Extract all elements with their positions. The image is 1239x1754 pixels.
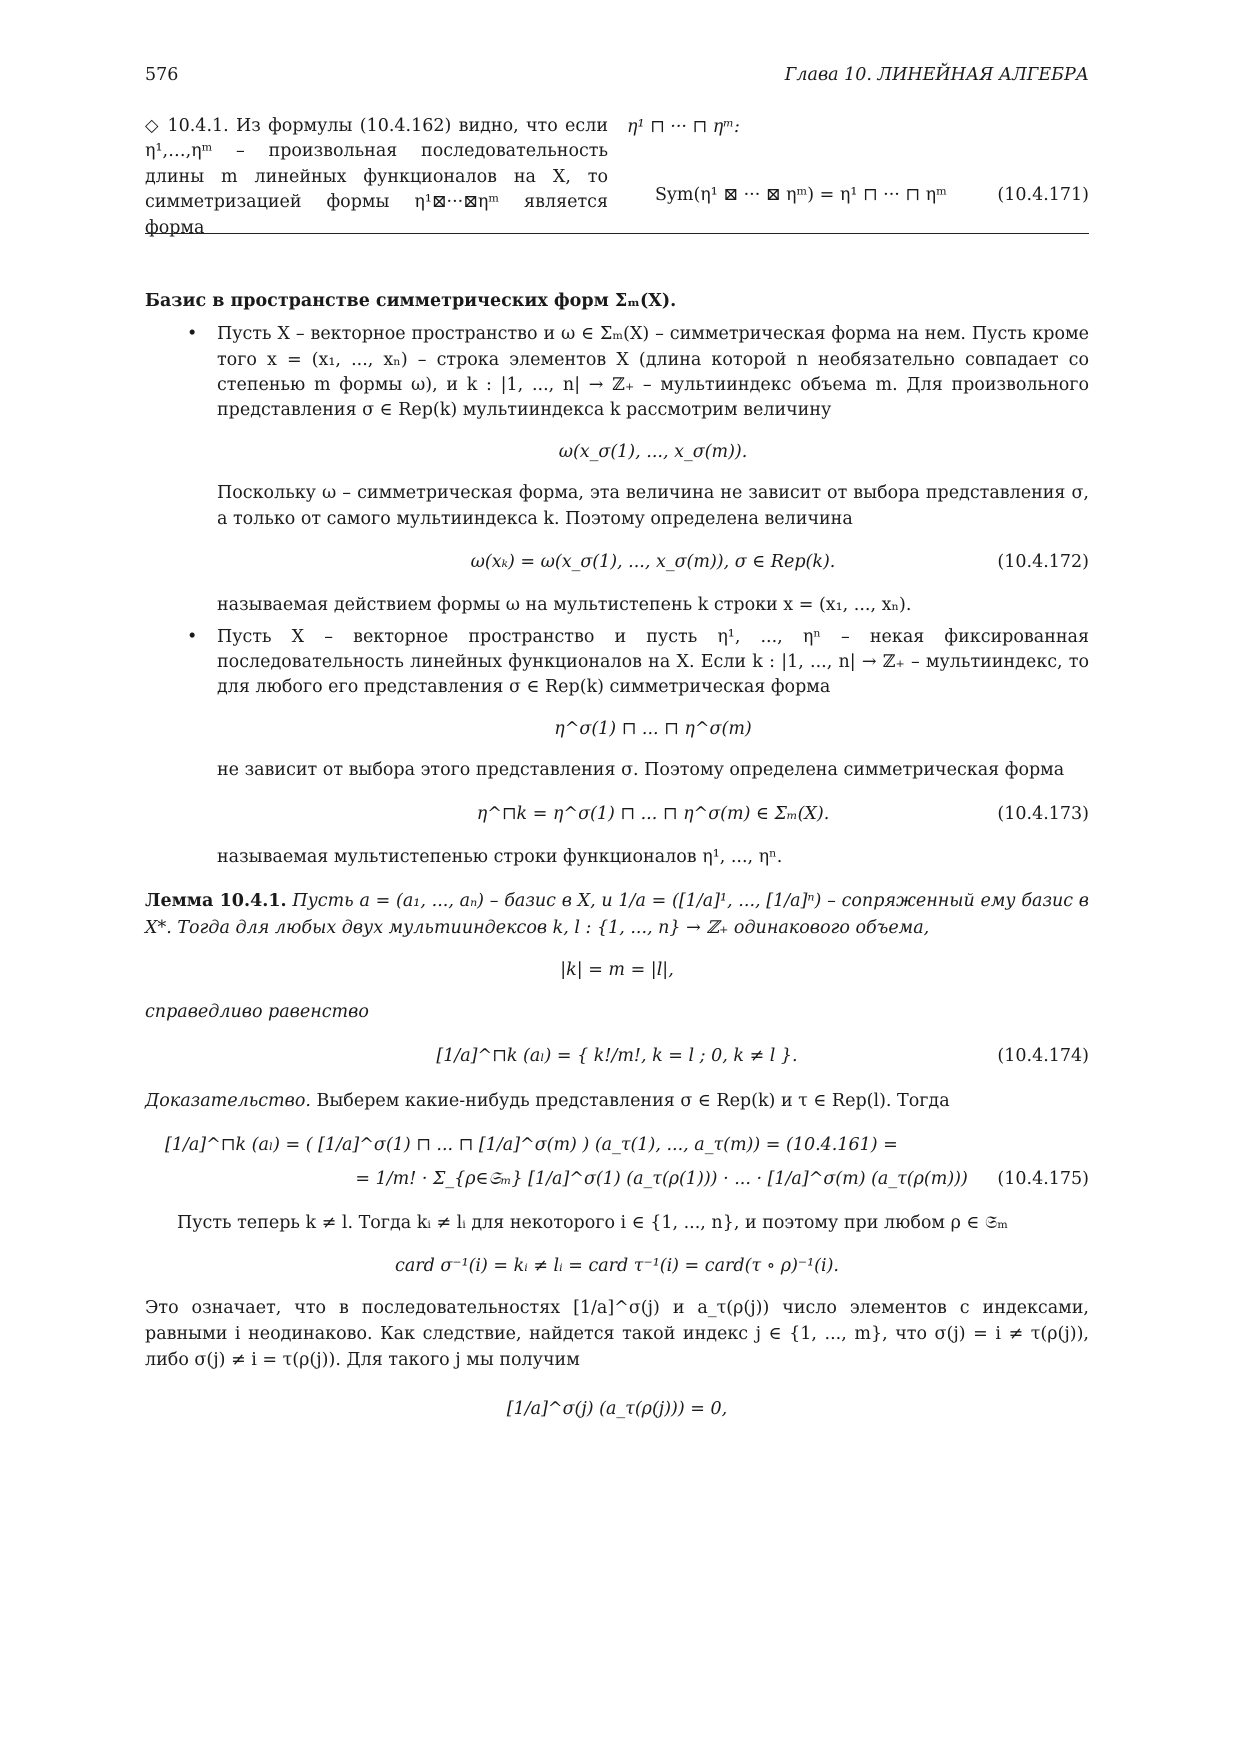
paragraph: не зависит от выбора этого представления σ. Поэтому определена симметрическая форма [217,760,1065,781]
paragraph: Пусть теперь k ≠ l. Тогда kᵢ ≠ lᵢ для некоторого i ∈ {1, ..., n}, и поэтому при любом ρ ∈ 𝔖ₘ [177,1213,1008,1234]
bullet-text: Пусть X – векторное пространство и пусть η¹, ..., ηⁿ – некая фиксированная последовательность линейных функционалов на X. Если k : |1, ..., n| → ℤ₊ – мультииндекс, то для любого его представления σ ∈ Rep(k) симметрическая форма [217,626,1089,698]
equation: [1/a]^⊓k (aₗ) = { k!/m!, k = l ; 0, k ≠ l }. [436,1046,798,1067]
equation-row [217,550,1089,575]
equation-row [217,802,1089,827]
equation: η^⊓k = η^σ(1) ⊓ ... ⊓ η^σ(m) ∈ Σₘ(X). [476,803,830,824]
lemma-label: Лемма 10.4.1. [145,891,287,912]
equation: card σ⁻¹(i) = kᵢ ≠ lᵢ = card τ⁻¹(i) = card(τ ∘ ρ)⁻¹(i). [395,1255,839,1276]
bullet-icon: • [187,626,198,647]
chapter-title: Глава 10. ЛИНЕЙНАЯ АЛГЕБРА [784,65,1089,85]
equation: η^σ(1) ⊓ ... ⊓ η^σ(m) [554,718,752,739]
bullet-continuation [145,717,1089,871]
page-number: 576 [145,65,179,85]
equation-row [145,1043,1089,1069]
lemma [145,888,1089,941]
bullet-item [145,322,1089,424]
proof-label: Доказательство. [145,1090,311,1111]
equation-number: (10.4.174) [997,1046,1089,1067]
equation: [1/a]^σ(j) (a_τ(ρ(j))) = 0, [506,1398,728,1419]
bullet-text: Пусть X – векторное пространство и ω ∈ Σₘ(X) – симметрическая форма на нем. Пусть кроме того x = (x₁, ..., xₙ) – строка элементов X (длина которой n необязательно совпадает со степенью m формы ω), и k : |1, ..., n| → ℤ₊ – мультииндекс объема m. Для произвольного представления σ ∈ Rep(k) мультииндекса k рассмотрим величину [217,324,1089,421]
bullet-item [145,625,1089,701]
equation-number: (10.4.171) [997,185,1089,205]
proof [145,1088,1089,1114]
lemma-text: Пусть a = (a₁, ..., aₙ) – базис в X, и 1/a = ([1/a]¹, ..., [1/a]ⁿ) – сопряженный ему базис в X*. Тогда для любых двух мультииндексов k, l : {1, ..., n} → ℤ₊ одинакового объема, [145,891,1089,938]
paragraph: называемая действием формы ω на мультистепень k строки x = (x₁, ..., xₙ). [217,595,912,616]
equation: [1/a]^⊓k (aₗ) = ( [1/a]^σ(1) ⊓ ... ⊓ [1/a]^σ(m) ) (a_τ(1), ..., a_τ(m)) = (10.4.161) = [165,1134,898,1155]
bullet-icon: • [187,324,198,345]
equation: |k| = m = |l|, [560,959,674,980]
proof-text: Выберем какие-нибудь представления σ ∈ Rep(k) и τ ∈ Rep(l). Тогда [316,1090,950,1111]
bullet-continuation [145,440,1089,619]
divider [145,233,1089,234]
section-title: Базис в пространстве симметрических форм Σₘ(X). [145,291,677,311]
exercise-formula-a: η¹ ⊓ ··· ⊓ ηᵐ: [627,117,740,137]
paragraph: называемая мультистепенью строки функционалов η¹, ..., ηⁿ. [217,846,783,867]
paragraph: Это означает, что в последовательностях [1/a]^σ(j) и a_τ(ρ(j)) число элементов с индексами, равными i неодинаково. Как следствие, найдется такой индекс j ∈ {1, ..., m}, что σ(j) = i ≠ τ(ρ(j)), либо σ(j) ≠ i = τ(ρ(j)). Для такого j мы получим [145,1297,1089,1371]
exercise-text: ◇ 10.4.1. Из формулы (10.4.162) видно, что если η¹,…,ηᵐ – произвольная последовательность длины m линейных функционалов на X, то симметризацией формы η¹⊠···⊠ηᵐ является форма [145,116,608,238]
equation-number: (10.4.173) [997,803,1089,824]
equation-row [145,1166,1089,1192]
exercise-formula-b: Sym(η¹ ⊠ ··· ⊠ ηᵐ) = η¹ ⊓ ··· ⊓ ηᵐ [655,185,947,205]
paragraph: справедливо равенство [145,1002,369,1022]
equation: = 1/m! · Σ_{ρ∈𝔖ₘ} [1/a]^σ(1) (a_τ(ρ(1))) · ... · [1/a]^σ(m) (a_τ(ρ(m))) [355,1169,968,1189]
paragraph: Поскольку ω – симметрическая форма, эта величина не зависит от выбора представления σ, а только от самого мультииндекса k. Поэтому определена величина [217,483,1089,529]
equation: ω(x_σ(1), ..., x_σ(m)). [558,441,748,462]
equation: ω(xₖ) = ω(x_σ(1), ..., x_σ(m)), σ ∈ Rep(k). [470,551,836,572]
main-text [145,288,1089,1438]
equation-number: (10.4.172) [997,551,1089,572]
equation-number: (10.4.175) [997,1169,1089,1189]
